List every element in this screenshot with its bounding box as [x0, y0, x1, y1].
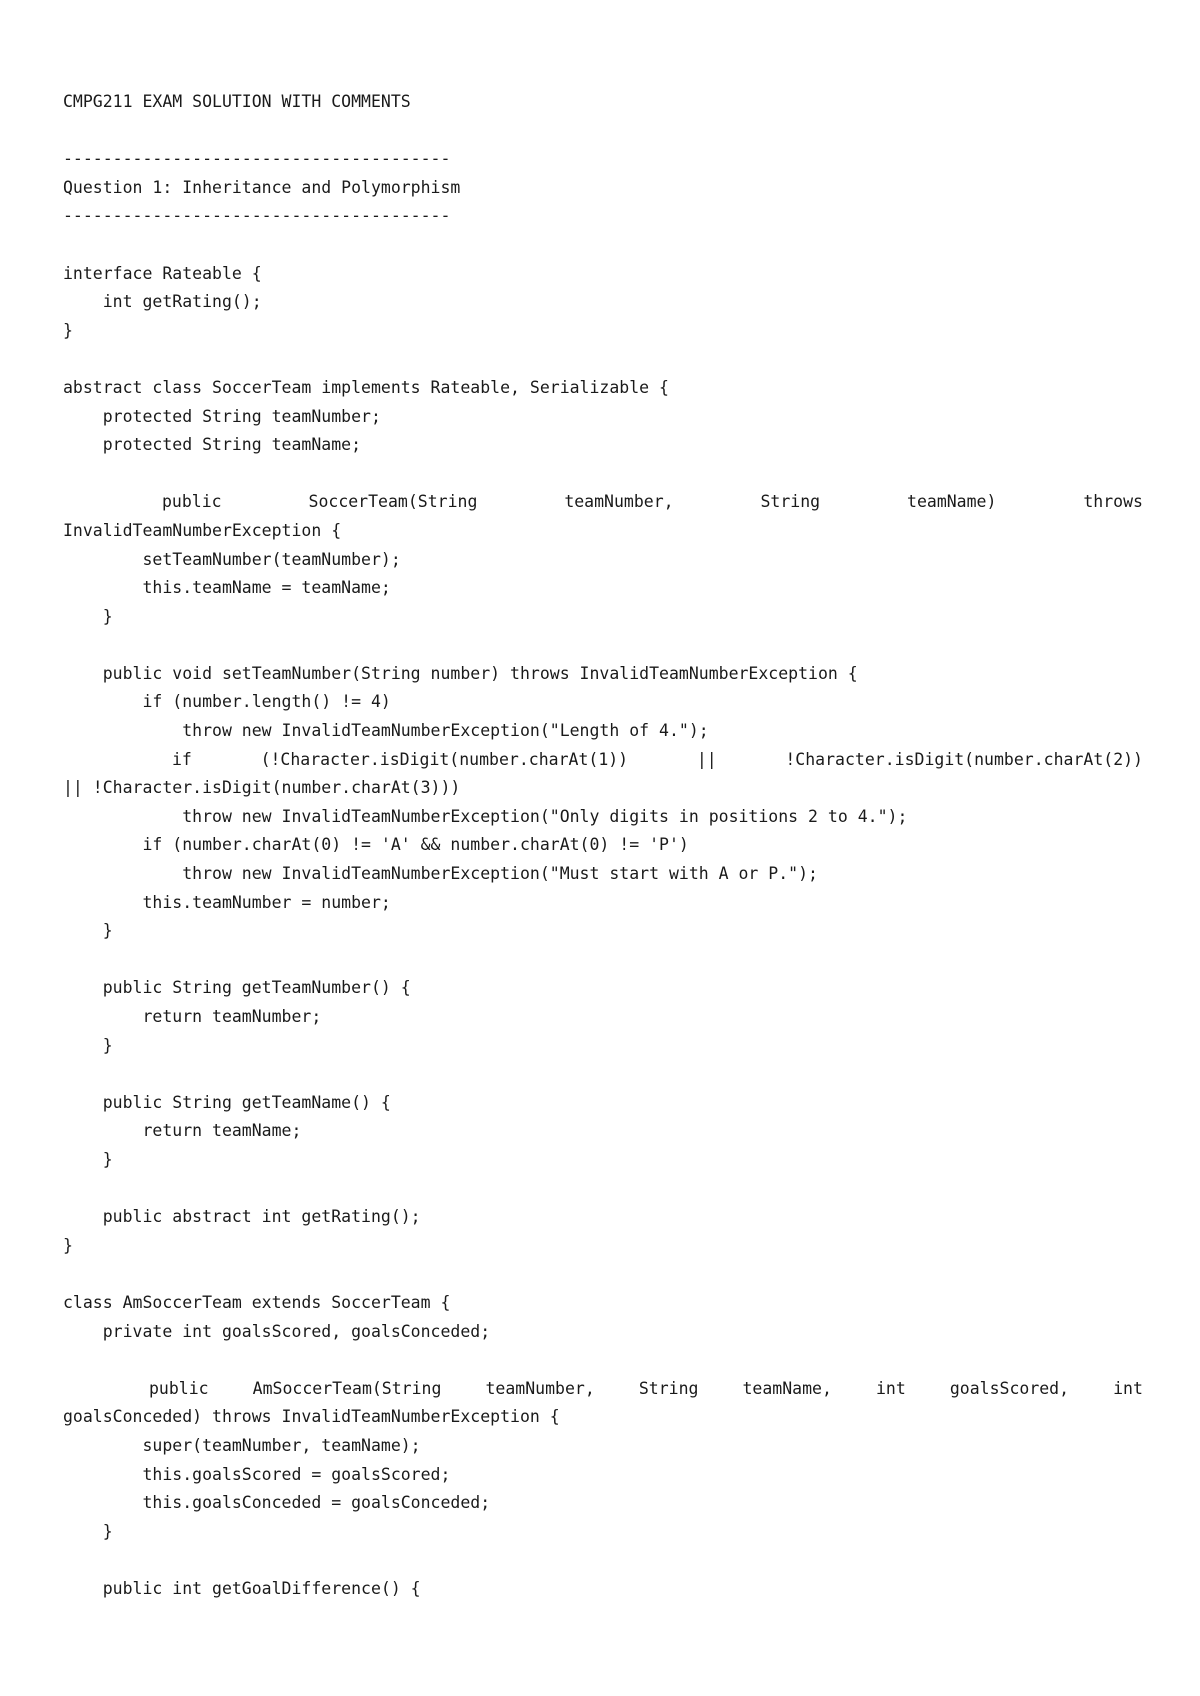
code-word: SoccerTeam(String — [308, 492, 478, 512]
code-word: (!Character.isDigit(number.charAt(1)) — [260, 749, 629, 769]
code-line: public String getTeamName() { — [63, 1092, 391, 1112]
code-word: String — [760, 492, 821, 512]
section-rule-bottom: --------------------------------------- — [63, 206, 451, 226]
code-word: !Character.isDigit(number.charAt(2)) — [785, 749, 1143, 769]
code-word: public — [149, 1378, 209, 1398]
section-title: Question 1: Inheritance and Polymorphism — [63, 177, 461, 197]
code-line: throw new InvalidTeamNumberException("Must start with A or P."); — [63, 864, 818, 884]
code-word: if — [172, 749, 192, 769]
code-line: if (number.length() != 4) — [63, 692, 391, 712]
blank-line — [63, 946, 1143, 975]
code-line: private int goalsScored, goalsConceded; — [63, 1321, 491, 1341]
code-word: goalsScored, — [949, 1378, 1070, 1398]
code-line: if (number.charAt(0) != 'A' && number.charAt(0) != 'P') — [63, 835, 689, 855]
code-line: throw new InvalidTeamNumberException("Length of 4."); — [63, 721, 709, 741]
code-line: public int getGoalDifference() { — [63, 1578, 421, 1598]
code-line: this.goalsScored = goalsScored; — [63, 1464, 451, 1484]
code-line: protected String teamNumber; — [63, 406, 381, 426]
code-word: teamNumber, — [564, 492, 674, 512]
code-word: int — [875, 1378, 906, 1398]
code-line: } — [63, 1035, 113, 1055]
blank-line — [63, 1546, 1143, 1575]
code-line: } — [63, 1235, 73, 1255]
code-line: public String getTeamNumber() { — [63, 978, 411, 998]
blank-line — [63, 231, 1143, 260]
code-word: throws — [1083, 492, 1143, 512]
code-word: public — [162, 492, 222, 512]
code-line: return teamName; — [63, 1121, 302, 1141]
code-line: } — [63, 921, 113, 941]
document-title: CMPG211 EXAM SOLUTION WITH COMMENTS — [63, 92, 411, 111]
code-line: public abstract int getRating(); — [63, 1207, 421, 1227]
blank-line — [63, 460, 1143, 489]
code-line: protected String teamName; — [63, 435, 362, 455]
code-line: goalsConceded) throws InvalidTeamNumberException { — [63, 1407, 560, 1427]
blank-line — [63, 117, 1143, 146]
code-line: InvalidTeamNumberException { — [63, 520, 342, 540]
code-line: interface Rateable { — [63, 263, 262, 283]
code-line: || !Character.isDigit(number.charAt(3))) — [63, 778, 461, 798]
code-line: } — [63, 320, 73, 340]
code-line: } — [63, 1149, 113, 1169]
code-line-justified — [63, 1375, 1143, 1404]
code-line-justified — [63, 488, 1143, 517]
code-line: this.teamName = teamName; — [63, 578, 391, 598]
code-word: || — [696, 749, 717, 769]
code-word: teamName) — [907, 492, 997, 512]
code-line-justified — [63, 746, 1143, 775]
code-word: teamNumber, — [485, 1378, 595, 1398]
code-word: int — [1113, 1378, 1143, 1398]
blank-line — [63, 1346, 1143, 1375]
blank-line — [63, 631, 1143, 660]
code-line: super(teamNumber, teamName); — [63, 1435, 421, 1455]
code-line: public void setTeamNumber(String number) throws InvalidTeamNumberException { — [63, 663, 858, 683]
code-line: this.teamNumber = number; — [63, 892, 391, 912]
code-line: class AmSoccerTeam extends SoccerTeam { — [63, 1292, 451, 1312]
code-line: } — [63, 606, 113, 626]
code-line: int getRating(); — [63, 292, 262, 312]
code-word: teamName, — [742, 1378, 832, 1398]
blank-line — [63, 1260, 1143, 1289]
code-word: String — [638, 1378, 699, 1398]
code-line: } — [63, 1521, 113, 1541]
code-line: return teamNumber; — [63, 1007, 322, 1026]
code-line: this.goalsConceded = goalsConceded; — [63, 1493, 491, 1513]
blank-line — [63, 1060, 1143, 1089]
code-line: throw new InvalidTeamNumberException("Only digits in positions 2 to 4."); — [63, 806, 908, 826]
code-word: AmSoccerTeam(String — [252, 1378, 442, 1398]
code-listing — [63, 88, 1143, 1603]
section-rule-top: --------------------------------------- — [63, 149, 451, 169]
code-line: abstract class SoccerTeam implements Rateable, Serializable { — [63, 377, 669, 397]
blank-line — [63, 345, 1143, 374]
blank-line — [63, 1175, 1143, 1204]
code-line: setTeamNumber(teamNumber); — [63, 549, 401, 569]
